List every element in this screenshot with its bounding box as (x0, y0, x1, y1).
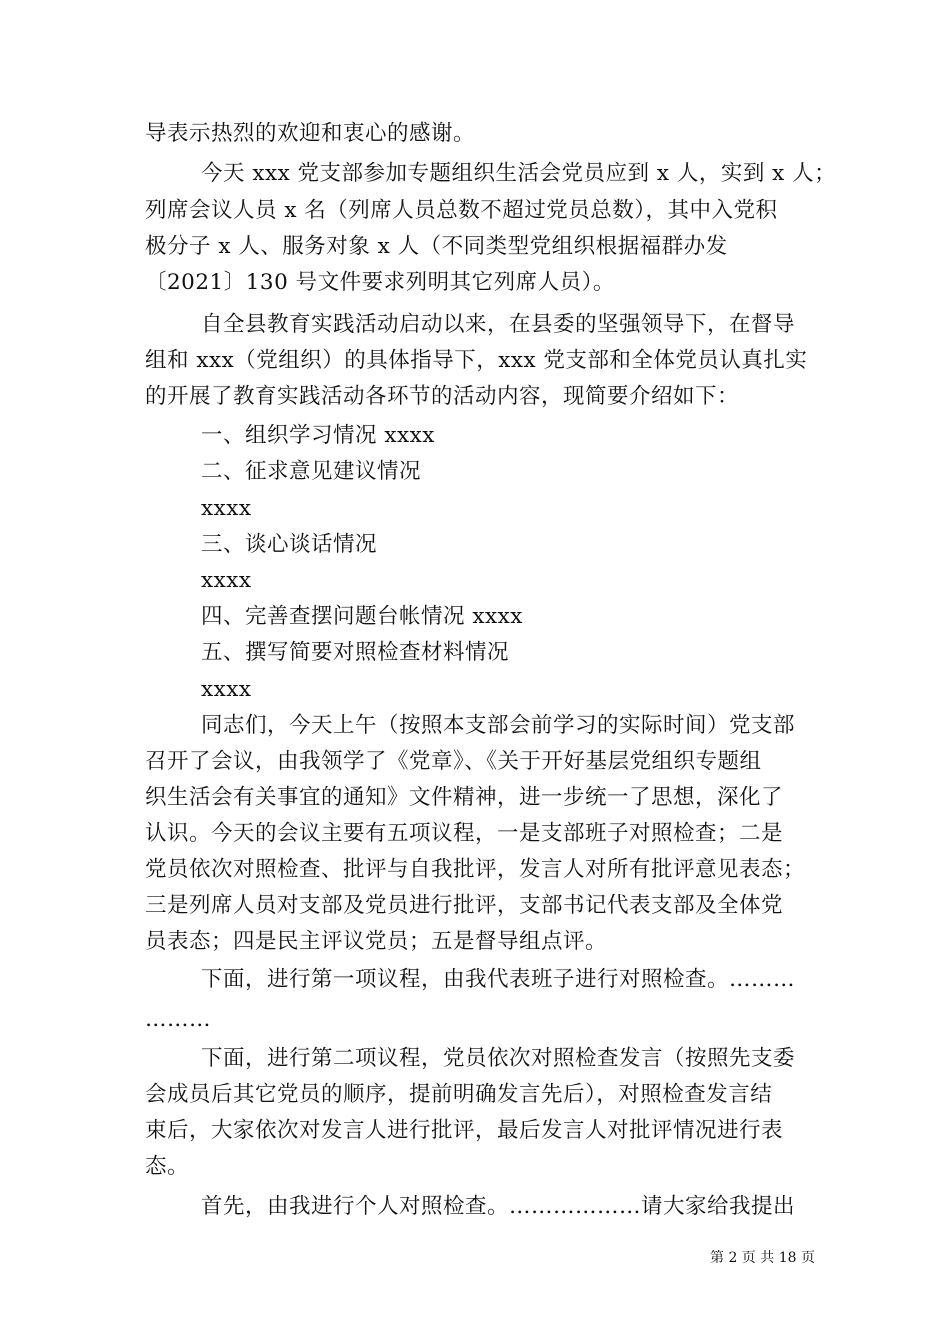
section-heading: 二、征求意见建议情况 (201, 459, 422, 484)
body-text-line: 下面，进行第二项议程，党员依次对照检查发言（按照先支委 (201, 1046, 796, 1071)
body-text-line: ……… (145, 1007, 211, 1032)
body-text-line: 列席会议人员 x 名（列席人员总数不超过党员总数），其中入党积 (145, 198, 778, 223)
body-text-line: 织生活会有关事宜的通知》文件精神，进一步统一了思想，深化了 (145, 785, 784, 810)
section-heading: 四、完善查摆问题台帐情况 xxxx (201, 604, 523, 629)
body-text-line: 导表示热烈的欢迎和衷心的感谢。 (145, 121, 476, 146)
body-text-line: 党员依次对照检查、批评与自我批评，发言人对所有批评意见表态； (145, 857, 806, 882)
section-heading: 一、组织学习情况 xxxx (201, 423, 435, 448)
body-text-line: 会成员后其它党员的顺序，提前明确发言先后），对照检查发言结 (145, 1082, 773, 1107)
body-text-line: 三是列席人员对支部及党员进行批评，支部书记代表支部及全体党 (145, 893, 784, 918)
body-text-line: 自全县教育实践活动启动以来，在县委的坚强领导下，在督导 (201, 312, 796, 337)
body-text-line: 今天 xxx 党支部参加专题组织生活会党员应到 x 人，实到 x 人； (201, 161, 837, 186)
body-text-line: xxxx (201, 496, 252, 521)
body-text-line: 的开展了教育实践活动各环节的活动内容，现简要介绍如下： (145, 384, 740, 409)
body-text-line: 同志们，今天上午（按照本支部会前学习的实际时间）党支部 (201, 713, 796, 738)
body-text-line: xxxx (201, 677, 252, 702)
section-heading: 五、撰写简要对照检查材料情况 (201, 640, 510, 665)
body-text-line: 认识。今天的会议主要有五项议程，一是支部班子对照检查；二是 (145, 821, 784, 846)
body-text-line: 员表态；四是民主评议党员；五是督导组点评。 (145, 929, 608, 954)
page-number-footer: 第 2 页 共 18 页 (710, 1250, 815, 1266)
body-text-line: 态。 (145, 1154, 190, 1179)
body-text-line: 召开了会议，由我领学了《党章》、《关于开好基层党组织专题组 (145, 749, 762, 774)
body-text-line: 下面，进行第一项议程，由我代表班子进行对照检查。……… (201, 967, 796, 992)
body-text-line: 〔2021〕130 号文件要求列明其它列席人员）。 (145, 270, 615, 295)
body-text-line: 束后，大家依次对发言人进行批评，最后发言人对批评情况进行表 (145, 1118, 784, 1143)
body-text-line: 极分子 x 人、服务对象 x 人（不同类型党组织根据福群办发 (145, 234, 728, 259)
body-text-line: 组和 xxx（党组织）的具体指导下，xxx 党支部和全体党员认真扎实 (145, 348, 808, 373)
body-text-line: 首先，由我进行个人对照检查。………………请大家给我提出 (201, 1194, 796, 1219)
body-text-line: xxxx (201, 568, 252, 593)
section-heading: 三、谈心谈话情况 (201, 532, 378, 557)
